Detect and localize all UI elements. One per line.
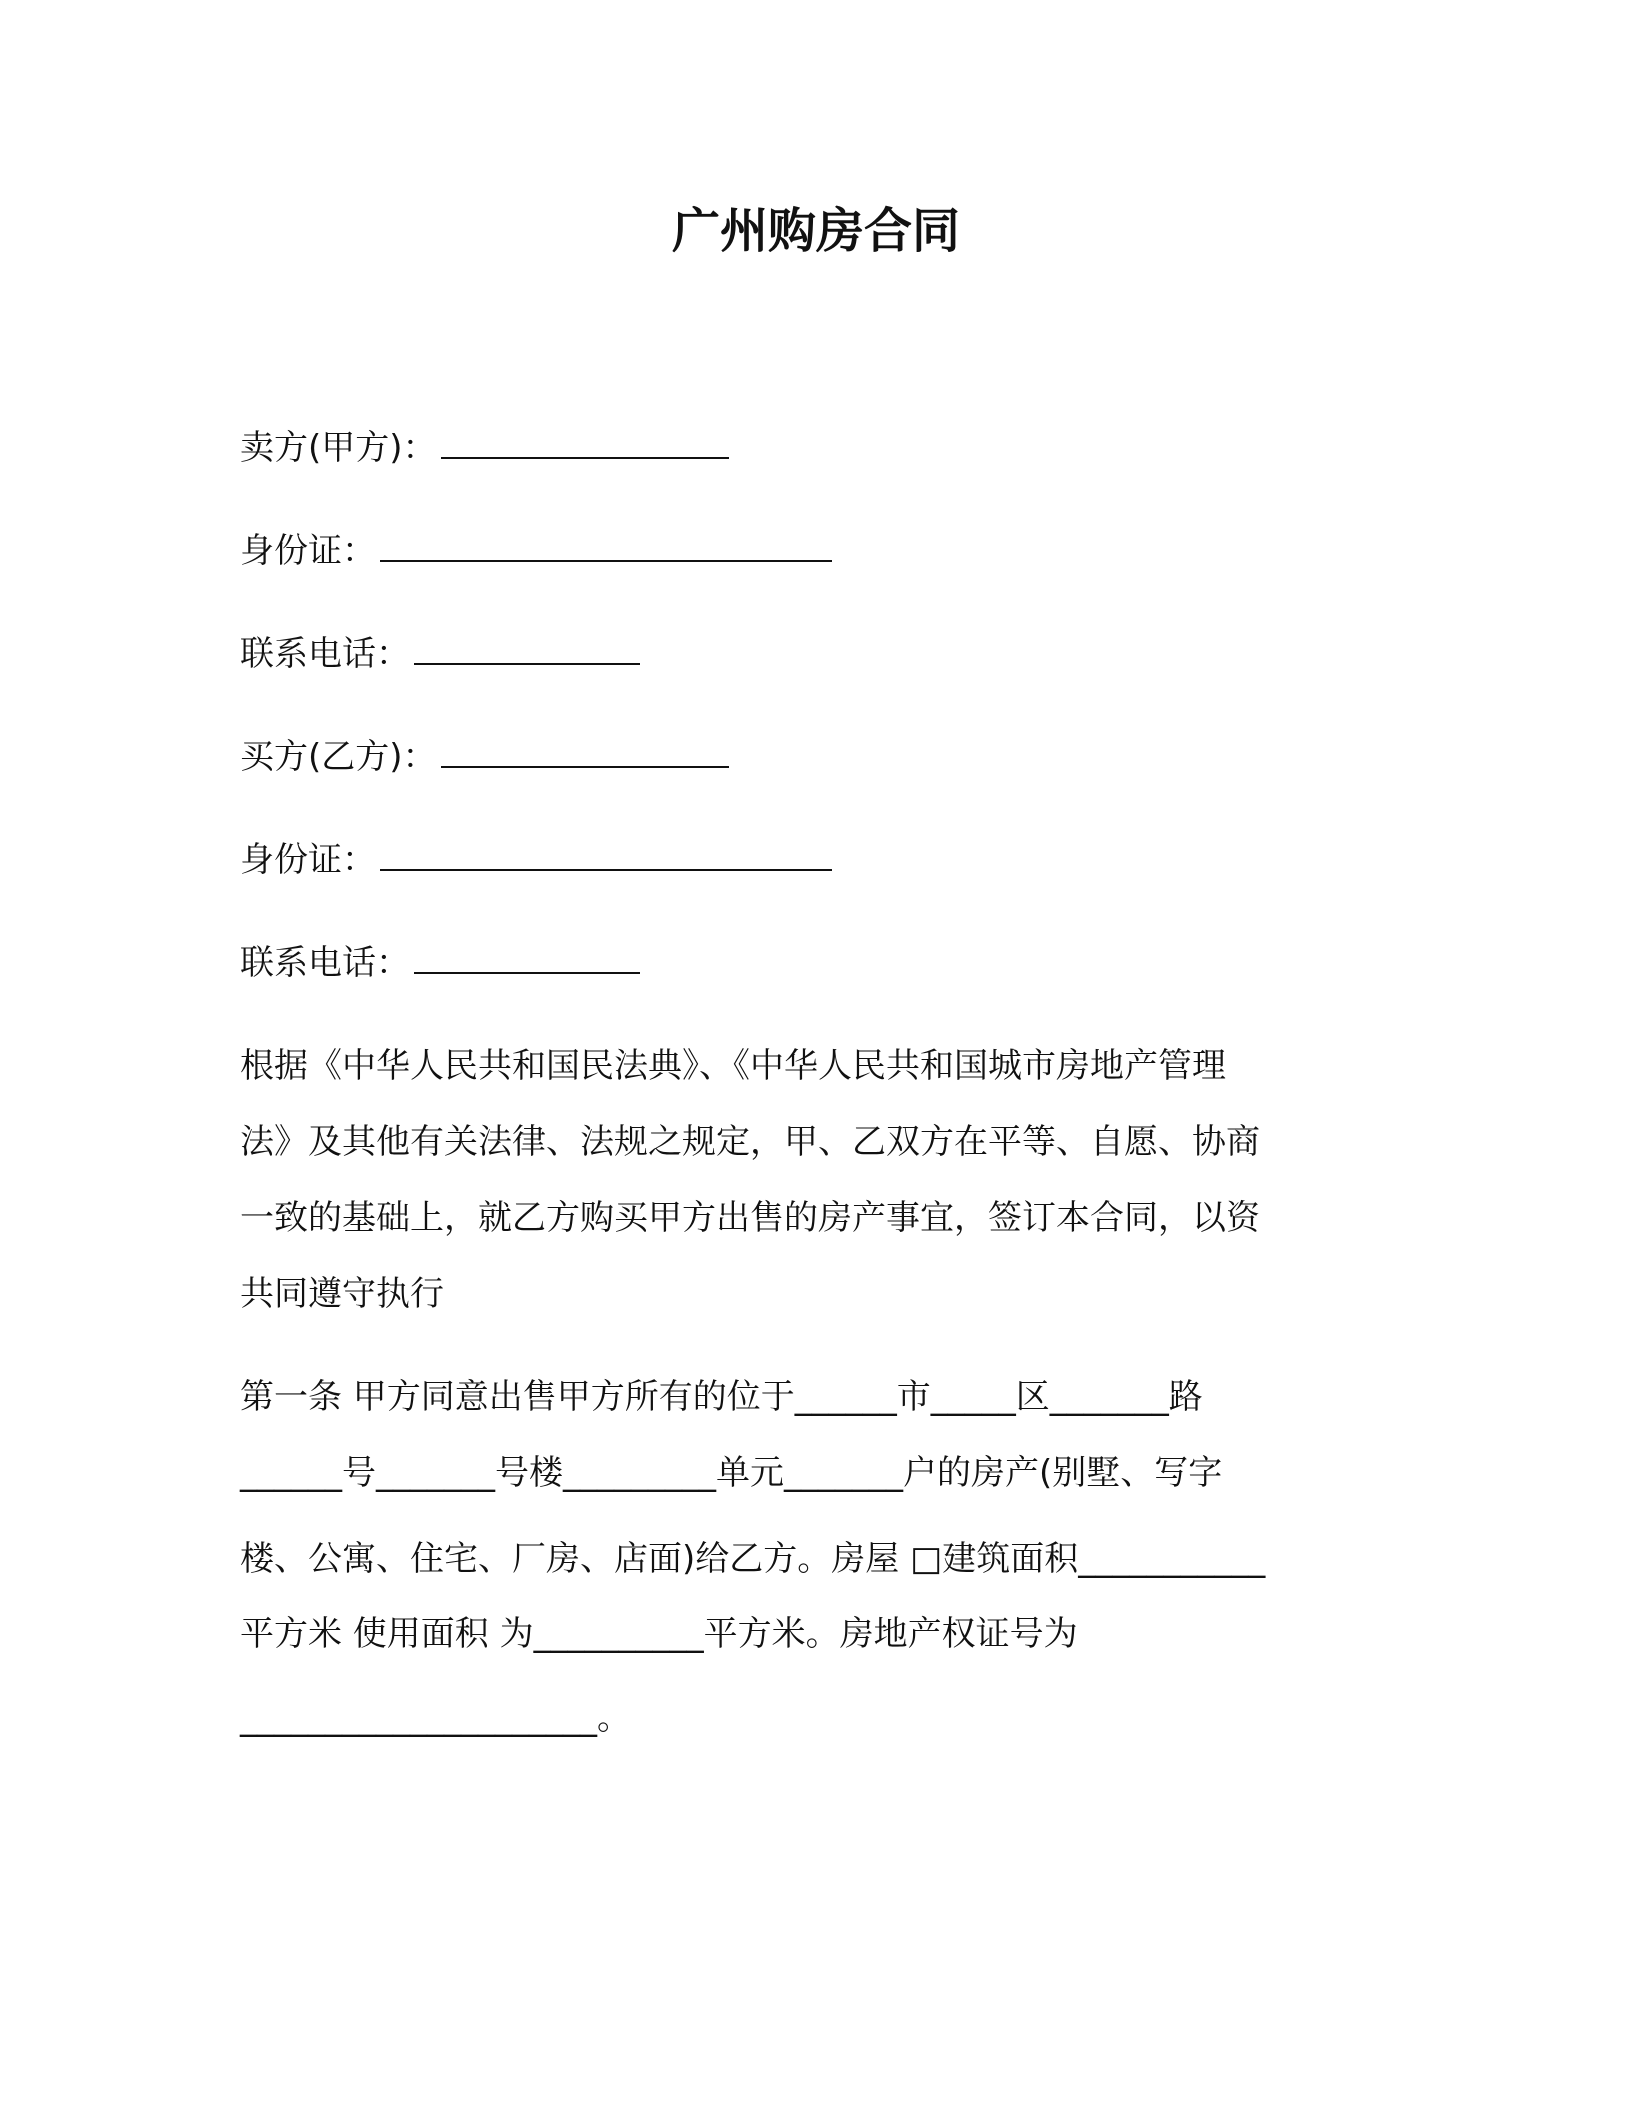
buyer-id-label: 身份证：: [240, 840, 376, 880]
article1-line: 平方米 使用面积 为__________平方米。房地产权证号为: [240, 1614, 1078, 1654]
buyer-phone-label: 联系电话：: [240, 943, 410, 983]
buyer-name-label: 买方(乙方)：: [240, 737, 437, 777]
buyer-name-blank[interactable]: [441, 740, 729, 768]
buyer-name-field: [240, 729, 729, 778]
buyer-id-field: [240, 832, 832, 881]
preamble-line: 共同遵守执行: [240, 1274, 444, 1314]
seller-id-blank[interactable]: [380, 534, 832, 562]
article1-line: ______号_______号楼_________单元_______户的房产(别墅、写字: [240, 1453, 1223, 1493]
preamble-line: 法》及其他有关法律、法规之规定，甲、乙双方在平等、自愿、协商: [240, 1122, 1260, 1162]
seller-id-field: [240, 523, 832, 572]
seller-name-field: [240, 420, 729, 469]
buyer-id-blank[interactable]: [380, 843, 832, 871]
seller-phone-label: 联系电话：: [240, 634, 410, 674]
document-title: 广州购房合同: [671, 203, 960, 259]
article1-line: _____________________。: [240, 1698, 631, 1738]
article1-line: 楼、公寓、住宅、厂房、店面)给乙方。房屋 □建筑面积___________: [240, 1539, 1266, 1579]
buyer-phone-field: [240, 935, 640, 984]
buyer-phone-blank[interactable]: [414, 946, 640, 974]
seller-phone-blank[interactable]: [414, 637, 640, 665]
seller-name-label: 卖方(甲方)：: [240, 428, 437, 468]
preamble-line: 根据《中华人民共和国民法典》、《中华人民共和国城市房地产管理: [240, 1046, 1226, 1086]
article1-line: 第一条 甲方同意出售甲方所有的位于______市_____区_______路: [240, 1377, 1203, 1417]
seller-name-blank[interactable]: [441, 431, 729, 459]
preamble-line: 一致的基础上，就乙方购买甲方出售的房产事宜，签订本合同，以资: [240, 1198, 1260, 1238]
seller-id-label: 身份证：: [240, 531, 376, 571]
seller-phone-field: [240, 626, 640, 675]
